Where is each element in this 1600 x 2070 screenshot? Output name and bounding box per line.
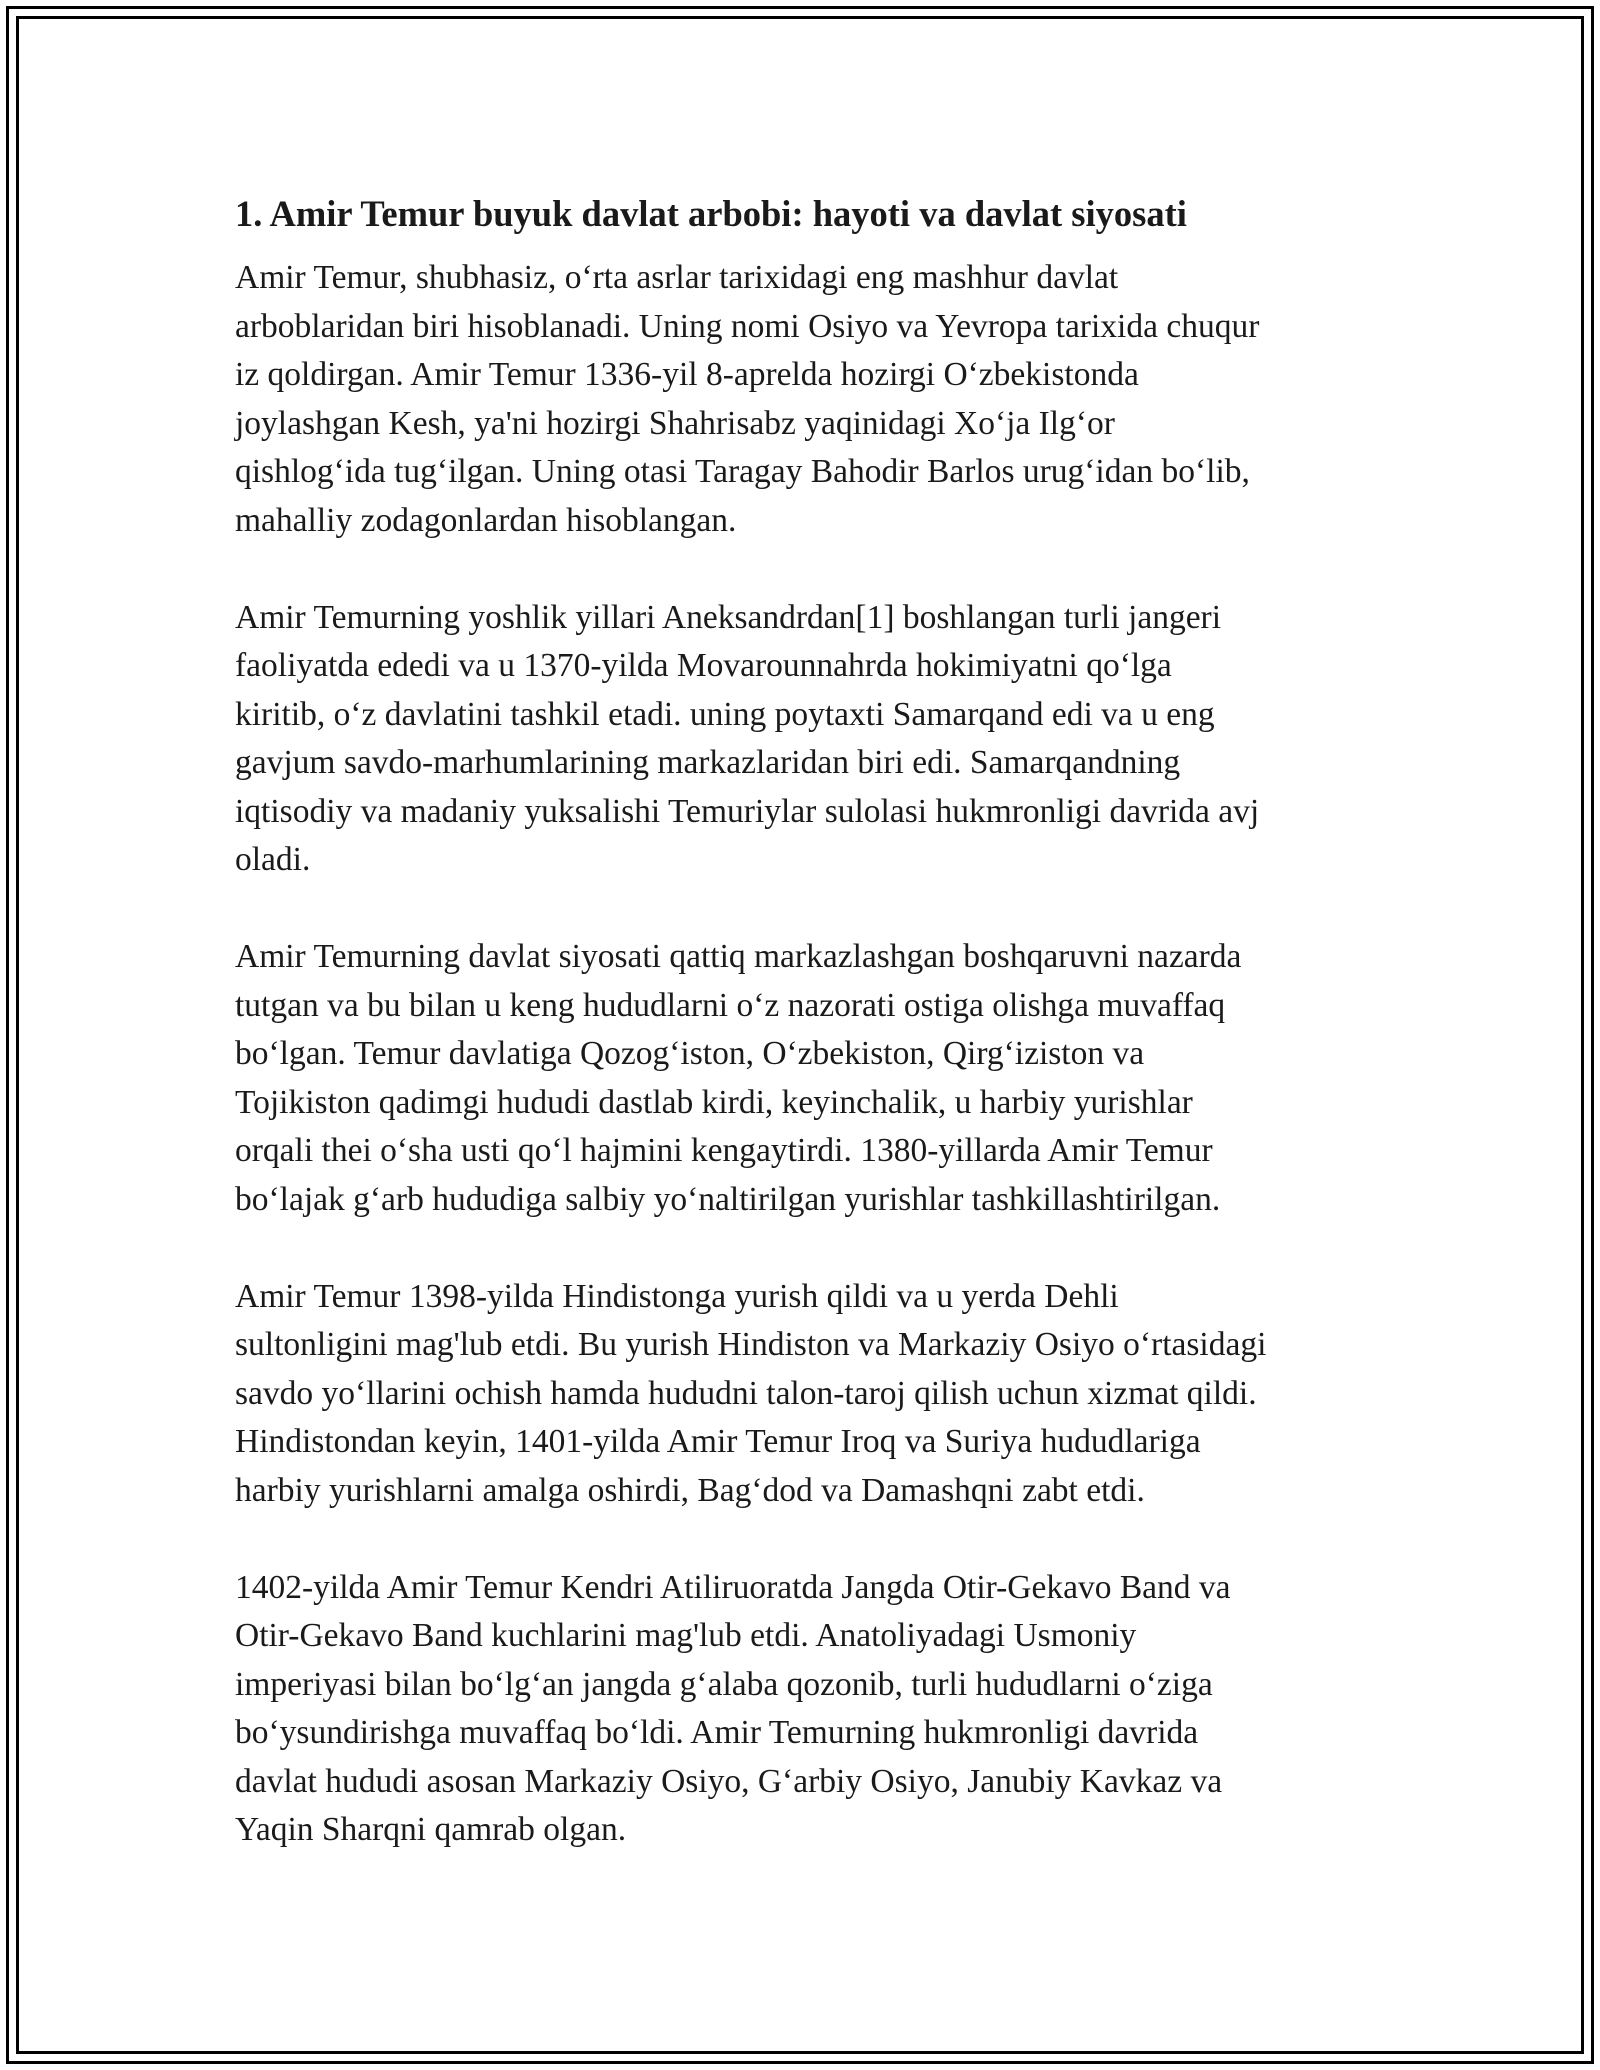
paragraph-line: davlat hududi asosan Markaziy Osiyo, Gʻarbiy Osiyo, Janubiy Kavkaz va xyxy=(235,1762,1223,1800)
paragraph-line: Amir Temur, shubhasiz, oʻrta asrlar tarixidagi eng mashhur davlat xyxy=(235,259,1119,296)
paragraph-line: faoliyatda ededi va u 1370-yilda Movarounnahrda hokimiyatni qoʻlga xyxy=(235,647,1172,684)
paragraph-line: harbiy yurishlarni amalga oshirdi, Bagʻdod va Damashqni zabt etdi. xyxy=(235,1471,1145,1509)
paragraph-line: kiritib, oʻz davlatini tashkil etadi. uning poytaxti Samarqand edi va u eng xyxy=(235,695,1215,733)
paragraph-line: gavjum savdo-marhumlarining markazlaridan biri edi. Samarqandning xyxy=(235,744,1181,781)
paragraph-line: boʻysundirishga muvaffaq boʻldi. Amir Temurning hukmronligi davrida xyxy=(235,1714,1199,1751)
paragraph-line: boʻlajak gʻarb hududiga salbiy yoʻnaltirilgan yurishlar tashkillashtirilgan. xyxy=(235,1180,1221,1218)
paragraph-line: Hindistondan keyin, 1401-yilda Amir Temur Iroq va Suriya hududlariga xyxy=(235,1423,1201,1460)
paragraph-line: Amir Temurning yoshlik yillari Aneksandrdan[1] boshlangan turli jangeri xyxy=(235,598,1222,636)
paragraph-birth xyxy=(235,254,1375,545)
paragraph-state-policy xyxy=(235,933,1375,1224)
paragraph-line: oladi. xyxy=(235,841,311,878)
paragraph-line: boʻlgan. Temur davlatiga Qozogʻiston, Oʻzbekiston, Qirgʻiziston va xyxy=(235,1035,1145,1072)
paragraph-line: 1402-yilda Amir Temur Kendri Atiliruoratda Jangda Otir-Gekavo Band va xyxy=(235,1568,1231,1606)
paragraph-line: orqali thei oʻsha usti qoʻl hajmini kengaytirdi. 1380-yillarda Amir Temur xyxy=(235,1132,1213,1169)
paragraph-line: iqtisodiy va madaniy yuksalishi Temuriylar sulolasi hukmronligi davrida avj xyxy=(235,792,1260,830)
paragraph-line: Amir Temur 1398-yilda Hindistonga yurish qildi va u yerda Dehli xyxy=(235,1277,1119,1315)
paragraph-line: Tojikiston qadimgi hududi dastlab kirdi, keyinchalik, u harbiy yurishlar xyxy=(235,1083,1193,1121)
paragraph-india-campaign xyxy=(235,1273,1375,1516)
paragraph-line: Yaqin Sharqni qamrab olgan. xyxy=(235,1811,627,1848)
paragraph-line: arboblaridan biri hisoblanadi. Uning nomi Osiyo va Yevropa tarixida chuqur xyxy=(235,307,1260,345)
paragraph-line: sultonligini mag'lub etdi. Bu yurish Hindiston va Markaziy Osiyo oʻrtasidagi xyxy=(235,1326,1267,1363)
paragraph-line: joylashgan Kesh, ya'ni hozirgi Shahrisabz yaqinidagi Xoʻja Ilgʻor xyxy=(235,404,1115,442)
document-body xyxy=(235,190,1375,1903)
paragraph-anatolia xyxy=(235,1564,1375,1855)
paragraph-line: Amir Temurning davlat siyosati qattiq markazlashgan boshqaruvni nazarda xyxy=(235,938,1242,975)
paragraph-line: imperiyasi bilan boʻlgʻan jangda gʻalaba qozonib, turli hududlarni oʻziga xyxy=(235,1665,1213,1703)
paragraph-line: savdo yoʻllarini ochish hamda hududni talon-taroj qilish uchun xizmat qildi. xyxy=(235,1374,1257,1412)
paragraph-line: qishlogʻida tugʻilgan. Uning otasi Taragay Bahodir Barlos urugʻidan boʻlib, xyxy=(235,453,1250,490)
document-title: 1. Amir Temur buyuk davlat arbobi: hayoti va davlat siyosati xyxy=(235,193,1187,234)
paragraph-line: Otir-Gekavo Band kuchlarini mag'lub etdi. Anatoliyadagi Usmoniy xyxy=(235,1617,1137,1654)
paragraph-line: tutgan va bu bilan u keng hududlarni oʻz nazorati ostiga olishga muvaffaq xyxy=(235,986,1226,1024)
paragraph-youth xyxy=(235,594,1375,885)
paragraph-line: mahalliy zodagonlardan hisoblangan. xyxy=(235,501,737,539)
paragraph-line: iz qoldirgan. Amir Temur 1336-yil 8-aprelda hozirgi Oʻzbekistonda xyxy=(235,356,1139,393)
